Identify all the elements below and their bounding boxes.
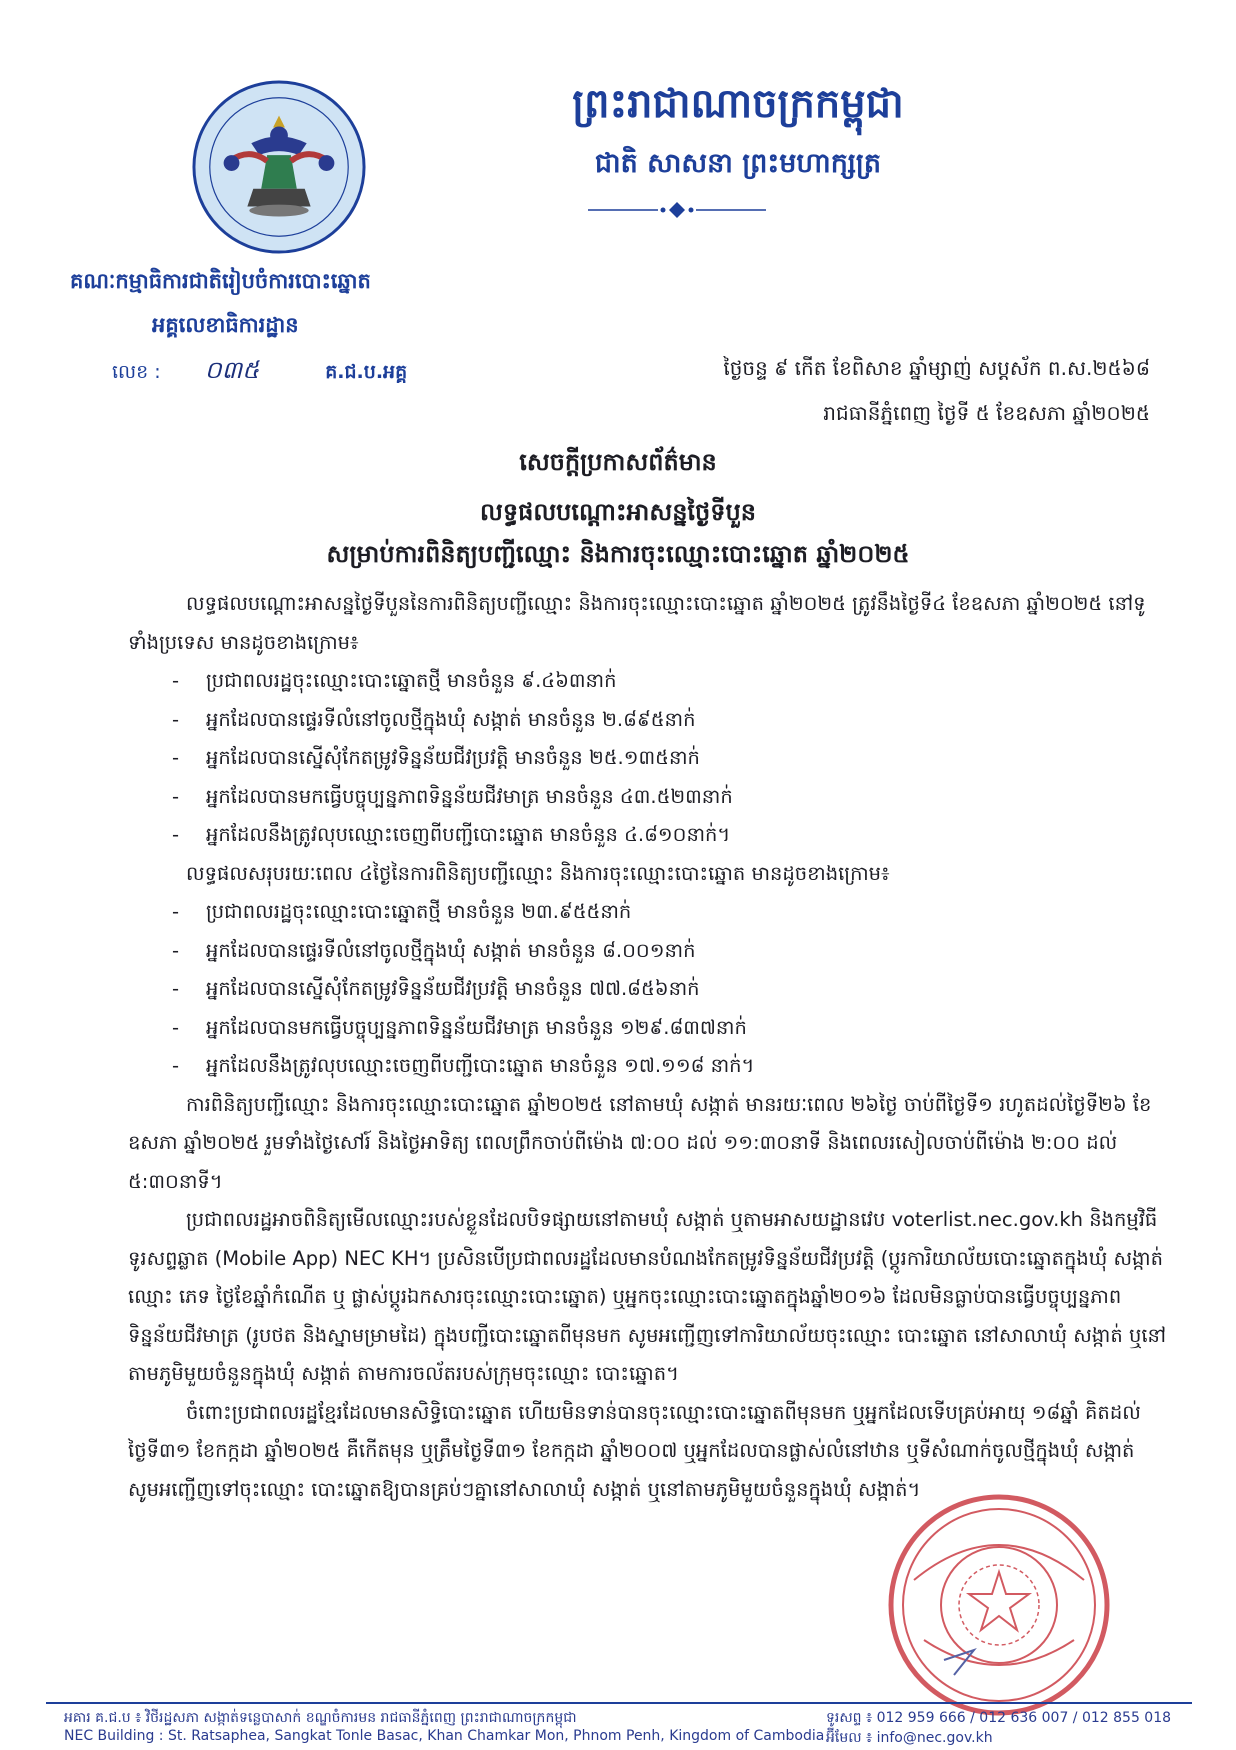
title-line-2: លទ្ធផលបណ្ដោះអាសន្នថ្ងៃទីបួន [480, 498, 756, 526]
reference-number: ០៣៥ [204, 356, 260, 384]
intro-day4: លទ្ធផលបណ្ដោះអាសន្នថ្ងៃទីបួននៃការពិនិត្យបញ្ជីឈ្មោះ និងការចុះឈ្មោះបោះឆ្នោត ឆ្នាំ២០២៥ ត្រូវនឹងថ្ងៃទី៤ ខែឧសភា ឆ្នាំ២០២៥ នៅទូទាំងប្រទេស មានដូចខាងក្រោម៖ [128, 592, 1146, 654]
list-item: - ប្រជាពលរដ្ឋចុះឈ្មោះបោះឆ្នោតថ្មី មានចំនួន ២៣.៩៥៥នាក់ [128, 893, 1168, 932]
list-item: - អ្នកដែលបានផ្ទេរទីលំនៅចូលថ្មីក្នុងឃុំ សង្កាត់ មានចំនួន ២.៨៩៥នាក់ [128, 701, 1168, 740]
paragraph-eligible: ចំពោះប្រជាពលរដ្ឋខ្មែរដែលមានសិទ្ធិបោះឆ្នោត ហើយមិនទាន់បានចុះឈ្មោះបោះឆ្នោតពីមុនមក ឬអ្នកដែលទើបគ្រប់អាយុ ១៨ឆ្នាំ គិតដល់ថ្ងៃទី៣១ ខែកក្កដា ឆ្នាំ២០២៥ គឺកើតមុន ឬត្រឹមថ្ងៃទី៣១ ខែកក្កដា ឆ្នាំ២០០៧ ឬអ្នកដែលបានផ្លាស់លំនៅឋាន ឬទីសំណាក់ចូលថ្មីក្នុងឃុំ សង្កាត់ សូមអញ្ជើញទៅចុះឈ្មោះ បោះឆ្នោតឱ្យបានគ្រប់ៗគ្នានៅសាលាឃុំ សង្កាត់ ឬនៅតាមភូមិមួយចំនួនក្នុងឃុំ សង្កាត់។ [128, 1400, 1141, 1501]
agency-department: អគ្គលេខាធិការដ្ឋាន [152, 313, 299, 337]
footer-address-khmer: អគារ គ.ជ.ប ៖ វិថីរដ្ឋសភា សង្កាត់ទន្លេបាសាក់ ខណ្ឌចំការមន រាជធានីភ្នំពេញ ព្រះរាជាណាចក្រកម្ពុជា [64, 1710, 577, 1726]
date-lunar: ថ្ងៃចន្ទ ៩ កើត ខែពិសាខ ឆ្នាំម្សាញ់ សប្តស័ក ព.ស.២៥៦៨ [723, 356, 1150, 380]
footer-divider [46, 1702, 1192, 1704]
kingdom-heading: ព្រះរាជាណាចក្រកម្ពុជា [572, 81, 904, 127]
reference-line [112, 355, 407, 390]
paragraph-check: ប្រជាពលរដ្ឋអាចពិនិត្យមើលឈ្មោះរបស់ខ្លួនដែលបិទផ្សាយនៅតាមឃុំ សង្កាត់ ឬតាមអាសយដ្ឋានវេប voterlist.nec.gov.kh និងកម្មវិធីទូរសព្ទឆ្លាត (Mobile App) NEC KH។ ប្រសិនបើប្រជាពលរដ្ឋដែលមានបំណងកែតម្រូវទិន្នន័យជីវប្រវត្តិ (ប្ដូរការិយាល័យបោះឆ្នោតក្នុងឃុំ សង្កាត់ ឈ្មោះ ភេទ ថ្ងៃខែឆ្នាំកំណើត ឬ ផ្លាស់ប្ដូរឯកសារចុះឈ្មោះបោះឆ្នោត) ឬអ្នកចុះឈ្មោះបោះឆ្នោតក្នុងឆ្នាំ២០១៦ ដែលមិនធ្លាប់បានធ្វើបច្ចុប្បន្នភាព ទិន្នន័យជីវមាត្រ (រូបថត និងស្នាមម្រាមដៃ) ក្នុងបញ្ជីបោះឆ្នោតពីមុនមក សូមអញ្ជើញទៅការិយាល័យចុះឈ្មោះ បោះឆ្នោត នៅសាលាឃុំ សង្កាត់ ឬនៅតាមភូមិមួយចំនួនក្នុងឃុំ សង្កាត់ តាមការចល័តរបស់ក្រុមចុះឈ្មោះ បោះឆ្នោត។ [128, 1208, 1167, 1385]
intro-total: លទ្ធផលសរុបរយៈពេល ៤ថ្ងៃនៃការពិនិត្យបញ្ជីឈ្មោះ និងការចុះឈ្មោះបោះឆ្នោត មានដូចខាងក្រោម៖ [186, 861, 890, 885]
agency-name: គណៈកម្មាធិការជាតិរៀបចំការបោះឆ្នោត [70, 269, 371, 293]
list-item: - អ្នកដែលបានស្នើសុំកែតម្រូវទិន្នន័យជីវប្រវត្តិ មានចំនួន ២៥.១៣៥នាក់ [128, 739, 1168, 778]
official-seal-icon [884, 1490, 1114, 1720]
reference-label: លេខ : [112, 361, 161, 383]
reference-code: គ.ជ.ប.អគ្គ [325, 361, 408, 383]
document-body [128, 585, 1168, 1509]
footer-email: អ៊ីមែល ៖ info@nec.gov.kh [826, 1730, 993, 1746]
day4-results-list [128, 662, 1168, 855]
date-solar: រាជធានីភ្នំពេញ ថ្ងៃទី ៥ ខែឧសភា ឆ្នាំ២០២៥ [823, 401, 1150, 425]
list-item: - អ្នកដែលបានមកធ្វើបច្ចុប្បន្នភាពទិន្នន័យជីវមាត្រ មានចំនួន ៤៣.៥២៣នាក់ [128, 778, 1168, 817]
title-line-3: សម្រាប់ការពិនិត្យបញ្ជីឈ្មោះ និងការចុះឈ្មោះបោះឆ្នោត ឆ្នាំ២០២៥ [326, 540, 910, 568]
title-line-1: សេចក្ដីប្រកាសព័ត៌មាន [519, 448, 717, 476]
list-item: - ប្រជាពលរដ្ឋចុះឈ្មោះបោះឆ្នោតថ្មី មានចំនួន ៩.៤៦៣នាក់ [128, 662, 1168, 701]
national-motto: ជាតិ សាសនា ព្រះមហាក្សត្រ [594, 148, 882, 179]
list-item: - អ្នកដែលបានមកធ្វើបច្ចុប្បន្នភាពទិន្នន័យជីវមាត្រ មានចំនួន ១២៩.៨៣៧នាក់ [128, 1009, 1168, 1048]
footer-phone: ទូរសព្ទ ៖ 012 959 666 / 012 636 007 / 012 855 018 [826, 1710, 1172, 1726]
list-item: - អ្នកដែលបានផ្ទេរទីលំនៅចូលថ្មីក្នុងឃុំ សង្កាត់ មានចំនួន ៨.០០១នាក់ [128, 932, 1168, 971]
paragraph-period: ការពិនិត្យបញ្ជីឈ្មោះ និងការចុះឈ្មោះបោះឆ្នោត ឆ្នាំ២០២៥ នៅតាមឃុំ សង្កាត់ មានរយៈពេល ២៦ថ្ងៃ ចាប់ពីថ្ងៃទី១ រហូតដល់ថ្ងៃទី២៦ ខែឧសភា ឆ្នាំ២០២៥ រួមទាំងថ្ងៃសៅរ៍ និងថ្ងៃអាទិត្យ ពេលព្រឹកចាប់ពីម៉ោង ៧:០០ ដល់ ១១:៣០នាទី និងពេលរសៀលចាប់ពីម៉ោង ២:០០ ដល់ ៥:៣០នាទី។ [128, 1092, 1152, 1193]
footer-address-english: NEC Building : St. Ratsaphea, Sangkat Tonle Basac, Khan Chamkar Mon, Phnom Penh, Kingdom of Cambodia [64, 1728, 825, 1744]
list-item: - អ្នកដែលនឹងត្រូវលុបឈ្មោះចេញពីបញ្ជីបោះឆ្នោត មានចំនួន ៤.៨១០នាក់។ [128, 816, 1168, 855]
list-item: - អ្នកដែលបានស្នើសុំកែតម្រូវទិន្នន័យជីវប្រវត្តិ មានចំនួន ៧៧.៨៥៦នាក់ [128, 970, 1168, 1009]
total-results-list [128, 893, 1168, 1086]
ornament-divider-icon [588, 200, 766, 220]
list-item: - អ្នកដែលនឹងត្រូវលុបឈ្មោះចេញពីបញ្ជីបោះឆ្នោត មានចំនួន ១៧.១១៨ នាក់។ [128, 1047, 1168, 1086]
